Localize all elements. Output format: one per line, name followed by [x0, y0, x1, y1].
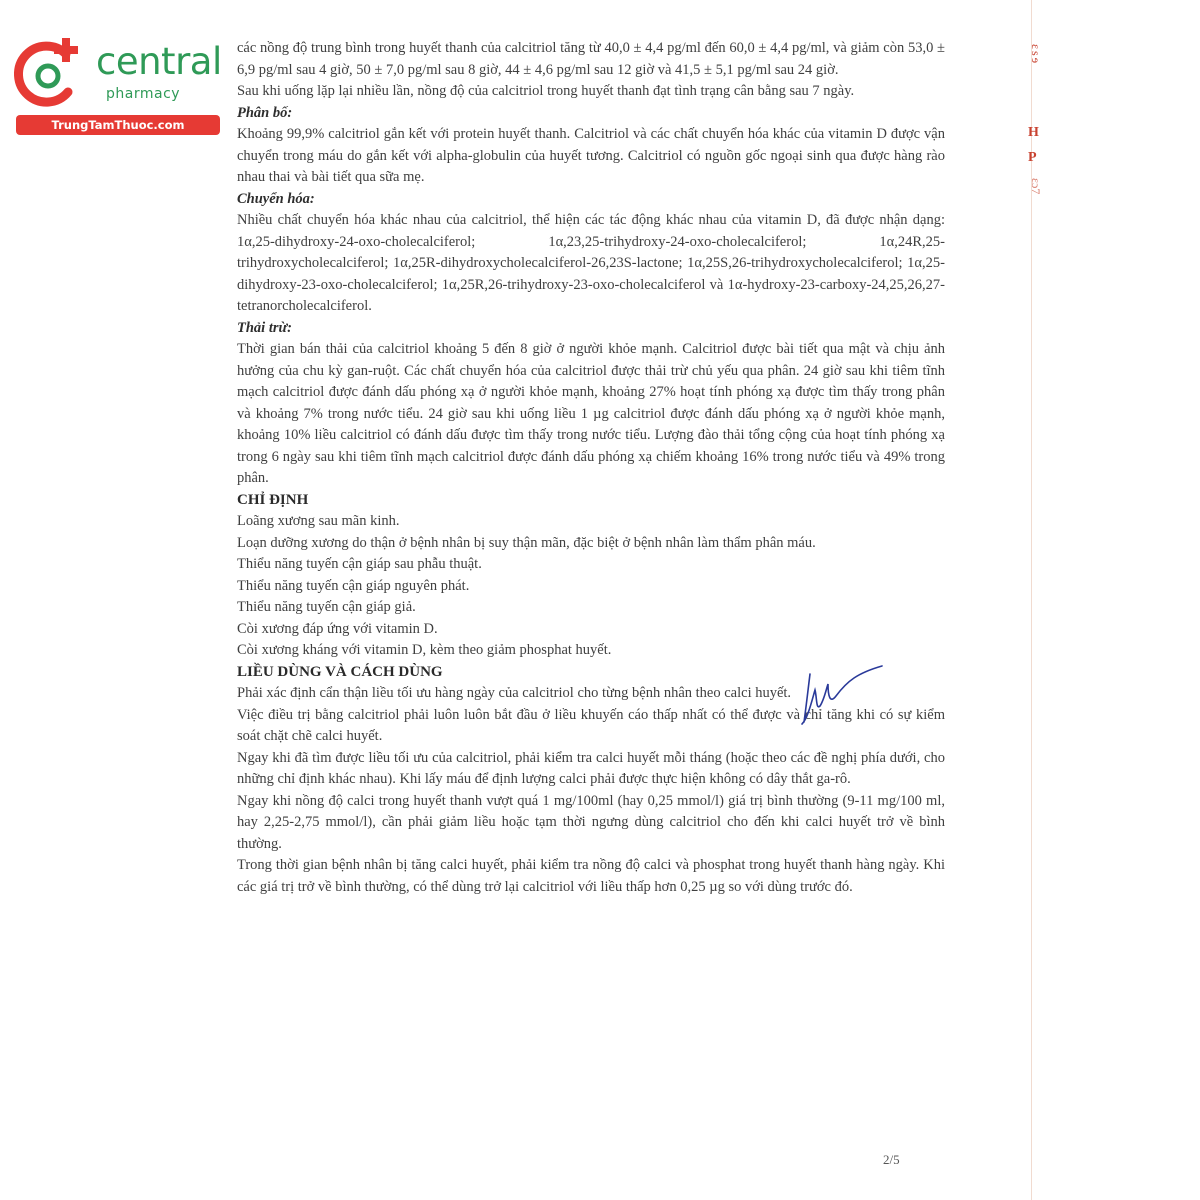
subsection-heading: Chuyển hóa:: [237, 190, 315, 207]
paragraph: Thiểu năng tuyến cận giáp sau phẫu thuật.: [237, 556, 482, 572]
paragraph: Nhiều chất chuyển hóa khác nhau của calcitriol, thể hiện các tác động khác nhau của vitamin D, đã được nhận dạng: 1α,25-dihydroxy-24-oxo-cholecalciferol; 1α,23,25-trihydroxy-24-oxo-cholecalciferol; 1α,24R,25-trihydroxycholecalciferol; 1α,25R-dihydroxycholecalciferol-26,23S-lactone; 1α,25S,26-trihydroxycholecalciferol; 1α,25-dihydroxy-23-oxo-cholecalciferol; 1α,25R,26-trihydroxy-23-oxo-cholecalciferol và 1α-hydroxy-23-carboxy-24,25,26,27-tetranorcholecalciferol.: [237, 212, 945, 314]
paragraph: Loạn dưỡng xương do thận ở bệnh nhân bị suy thận mãn, đặc biệt ở bệnh nhân làm thẩm phân máu.: [237, 534, 816, 551]
page-number: 2/5: [883, 1152, 900, 1167]
paragraph: Việc điều trị bằng calcitriol phải luôn luôn bắt đầu ở liều khuyến cáo thấp nhất có thể được và chỉ tăng khi có sự kiểm soát chặt chẽ calci huyết.: [237, 706, 945, 744]
paragraph: Còi xương đáp ứng với vitamin D.: [237, 620, 438, 637]
paragraph: Sau khi uống lặp lại nhiều lần, nồng độ của calcitriol trong huyết thanh đạt tình trạng cân bằng sau 7 ngày.: [237, 83, 855, 99]
logo-c-cross-icon: [8, 34, 88, 114]
central-pharmacy-logo: [8, 28, 222, 138]
paragraph: Trong thời gian bệnh nhân bị tăng calci huyết, phải kiểm tra nồng độ calci và phosphat trong huyết thanh hàng ngày. Khi các giá trị trở về bình thường, có thể dùng trở lại calcitriol với liều thấp hơn 0,25 µg so với dùng trước đó.: [237, 857, 945, 895]
paragraph: Còi xương kháng với vitamin D, kèm theo giảm phosphat huyết.: [237, 642, 612, 658]
paragraph: Ngay khi nồng độ calci trong huyết thanh vượt quá 1 mg/100ml (hay 0,25 mmol/l) giá trị bình thường (9-11 mg/100 ml, hay 2,25-2,75 mmol/l), cần phải giảm liều hoặc tạm thời ngưng dùng calcitriol cho đến khi calci huyết trở về bình thường.: [237, 792, 945, 852]
paragraph: Loãng xương sau mãn kinh.: [237, 513, 400, 529]
margin-mark-h: H: [1028, 125, 1039, 140]
section-heading: CHỈ ĐỊNH: [237, 491, 309, 508]
paragraph: Thiểu năng tuyến cận giáp nguyên phát.: [237, 577, 470, 594]
paragraph: Phải xác định cẩn thận liều tối ưu hàng ngày của calcitriol cho từng bệnh nhân theo calci huyết.: [237, 685, 792, 701]
section-heading: LIỀU DÙNG VÀ CÁCH DÙNG: [237, 663, 443, 680]
margin-mark-p: P: [1028, 150, 1037, 165]
subsection-heading: Thải trừ:: [237, 319, 293, 336]
logo-brand-sub: pharmacy: [106, 86, 181, 102]
margin-mark-top: ɛsɘ: [1029, 44, 1043, 66]
paragraph: Ngay khi đã tìm được liều tối ưu của calcitriol, phải kiểm tra calci huyết mỗi tháng (hoặc theo các đề nghị phía dưới, cho những chỉ định khác nhau). Khi lấy máu để định lượng calci phải được thực hiện không có dây thắt ga-rô.: [237, 749, 945, 787]
paragraph: Thiểu năng tuyến cận giáp giả.: [237, 599, 416, 615]
handwritten-signature: [790, 660, 890, 735]
logo-brand-name: central: [96, 40, 222, 83]
logo-site-banner: TrungTamThuoc.com: [16, 115, 220, 135]
paragraph: Thời gian bán thải của calcitriol khoảng 5 đến 8 giờ ở người khỏe mạnh. Calcitriol được bài tiết qua mật và chịu ảnh hưởng của chu kỳ gan-ruột. Các chất chuyển hóa của calcitriol được thải trừ chủ yếu qua phân. 24 giờ sau khi tiêm tĩnh mạch calcitriol được đánh dấu phóng xạ ở người khỏe mạnh, khoảng 27% hoạt tính phóng xạ được tìm thấy trong phân và khoảng 7% trong nước tiểu. 24 giờ sau khi uống liều 1 µg calcitriol được đánh dấu phóng xạ ở người khỏe mạnh, khoảng 10% liều calcitriol có đánh dấu được tìm thấy trong nước tiểu. Lượng đào thải tổng cộng của hoạt tính phóng xạ trong 6 ngày sau khi tiêm tĩnh mạch calcitriol được đánh dấu phóng xạ chiếm khoảng 16% trong nước tiểu và 49% trong phân.: [237, 341, 945, 486]
subsection-heading: Phân bố:: [237, 104, 293, 121]
paragraph: Khoảng 99,9% calcitriol gắn kết với protein huyết thanh. Calcitriol và các chất chuyển hóa khác của vitamin D được vận chuyển trong máu do gắn kết với alpha-globulin của huyết tương. Calcitriol có nguồn gốc ngoại sinh qua được hàng rào nhau thai và bài tiết qua sữa mẹ.: [237, 126, 945, 185]
paragraph: các nồng độ trung bình trong huyết thanh của calcitriol tăng từ 40,0 ± 4,4 pg/ml đến 60,0 ± 4,4 pg/ml, và giảm còn 53,0 ± 6,9 pg/ml sau 4 giờ, 50 ± 7,0 pg/ml sau 8 giờ, 44 ± 4,6 pg/ml sau 12 giờ và 41,5 ± 5,1 pg/ml sau 24 giờ.: [237, 40, 945, 78]
document-body: [237, 38, 945, 898]
margin-mark-lower: ɛɔ7: [1029, 178, 1043, 195]
